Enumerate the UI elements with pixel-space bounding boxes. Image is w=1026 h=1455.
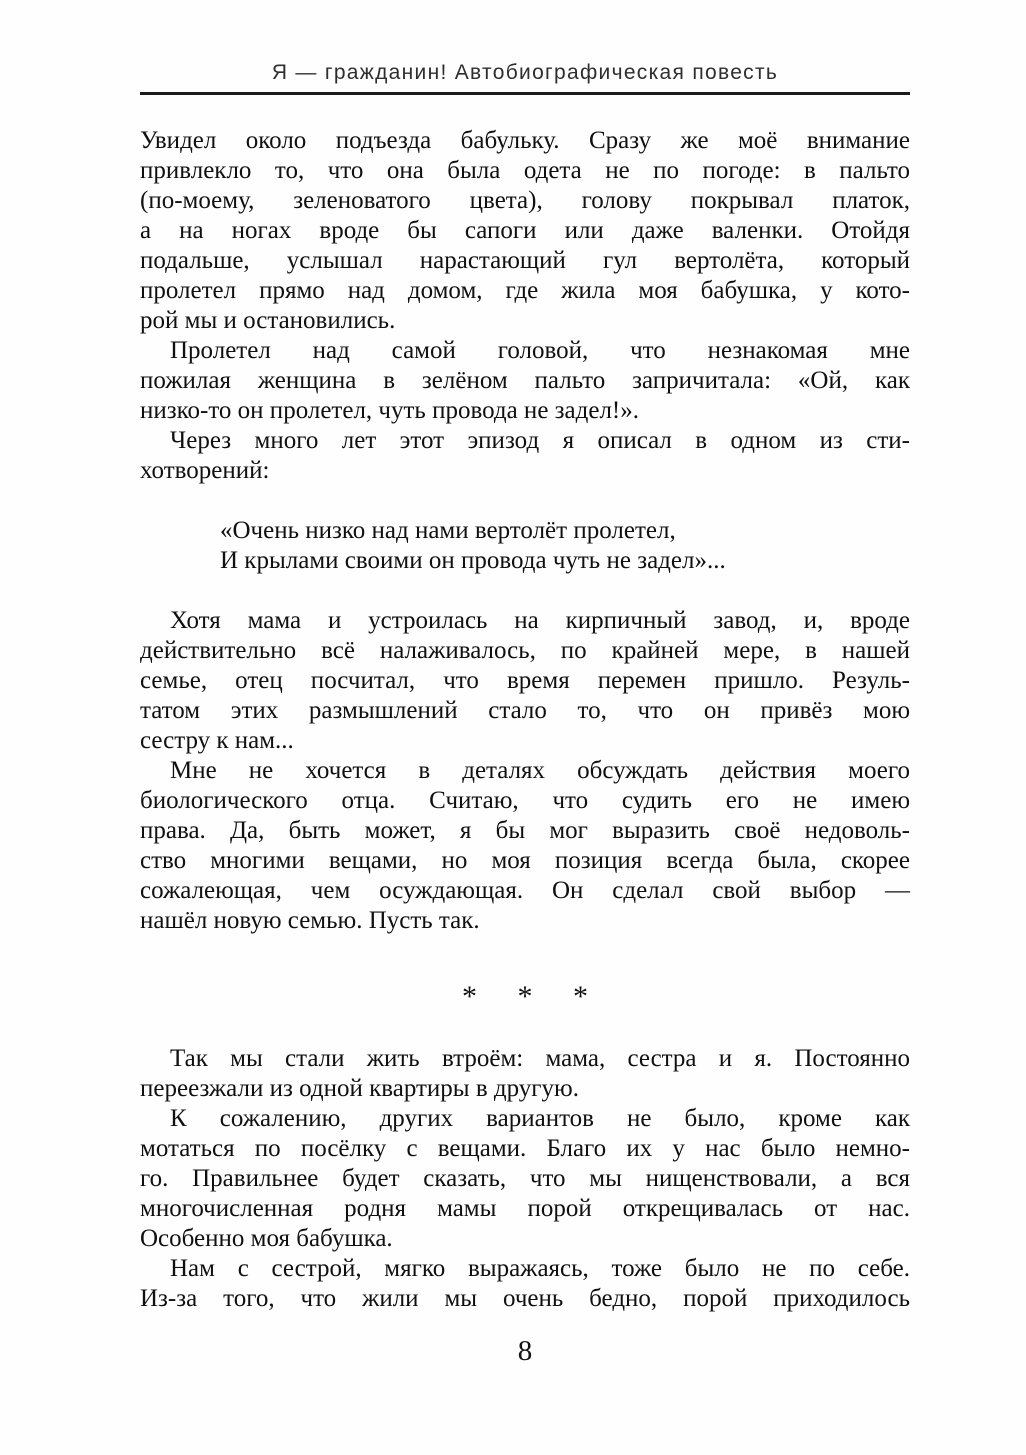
text-line: низко-то он пролетел, чуть провода не задел!». xyxy=(140,397,639,424)
paragraph xyxy=(140,606,910,756)
text-line: Увидел около подъезда бабульку. Сразу же моё внимание xyxy=(140,127,910,154)
text-line: Особенно моя бабушка. xyxy=(140,1225,393,1252)
paragraph xyxy=(140,426,910,486)
text-line: го. Правильнее будет сказать, что мы нищенствовали, а вся xyxy=(140,1165,910,1192)
text-line: Хотя мама и устроилась на кирпичный завод, и, вроде xyxy=(170,607,910,634)
text-line: переезжали из одной квартиры в другую. xyxy=(140,1075,579,1102)
text-line: «Очень низко над нами вертолёт пролетел, xyxy=(220,517,676,544)
text-line: пролетел прямо над домом, где жила моя бабушка, у кото- xyxy=(140,277,910,304)
paragraph xyxy=(140,336,910,426)
text-line: Мне не хочется в деталях обсуждать действия моего xyxy=(170,757,910,784)
text-line: рой мы и остановились. xyxy=(140,307,396,334)
text-line: биологического отца. Считаю, что судить его не имею xyxy=(140,787,910,814)
text-line: К сожалению, других вариантов не было, кроме как xyxy=(170,1105,910,1132)
text-line: пожилая женщина в зелёном пальто запричитала: «Ой, как xyxy=(140,367,910,394)
paragraph xyxy=(140,756,910,936)
paragraph xyxy=(140,126,910,336)
text-line: Через много лет этот эпизод я описал в одном из сти- xyxy=(170,427,910,454)
text-line: сестру к нам... xyxy=(140,727,294,754)
text-line: Пролетел над самой головой, что незнакомая мне xyxy=(170,337,910,364)
text-line: нашёл новую семью. Пусть так. xyxy=(140,907,480,934)
verse-quote xyxy=(220,516,910,576)
text-line: Так мы стали жить втроём: мама, сестра и я. Постоянно xyxy=(170,1045,910,1072)
text-line: привлекло то, что она была одета не по погоде: в пальто xyxy=(140,157,910,184)
text-block xyxy=(140,0,910,1368)
text-line: а на ногах вроде бы сапоги или даже валенки. Отойдя xyxy=(140,217,910,244)
text-line: И крылами своими он провода чуть не задел»... xyxy=(220,547,726,574)
text-line: многочисленная родня мамы порой открещивалась от нас. xyxy=(140,1195,910,1222)
text-line: мотаться по посёлку с вещами. Благо их у нас было немно- xyxy=(140,1135,910,1162)
text-body xyxy=(140,126,910,1314)
header-rule xyxy=(140,92,910,95)
text-line: семье, отец посчитал, что время перемен пришло. Резуль- xyxy=(140,667,910,694)
page-number: 8 xyxy=(517,1335,533,1367)
text-line: ство многими вещами, но моя позиция всегда была, скорее xyxy=(140,847,910,874)
text-line: сожалеющая, чем осуждающая. Он сделал свой выбор — xyxy=(140,877,910,904)
paragraph xyxy=(140,1104,910,1254)
text-line: подальше, услышал нарастающий гул вертолёта, который xyxy=(140,247,910,274)
text-line: (по-моему, зеленоватого цвета), голову покрывал платок, xyxy=(140,187,910,214)
text-line: права. Да, быть может, я бы мог выразить своё недоволь- xyxy=(140,817,910,844)
paragraph xyxy=(140,1044,910,1104)
section-separator: * * * xyxy=(462,980,588,1013)
running-header: Я — гражданин! Автобиографическая повесть xyxy=(271,61,779,84)
text-line: действительно всё налаживалось, по крайней мере, в нашей xyxy=(140,637,910,664)
text-line: хотворений: xyxy=(140,457,270,484)
text-line: татом этих размышлений стало то, что он привёз мою xyxy=(140,697,910,724)
paragraph xyxy=(140,1254,910,1314)
text-line: Нам с сестрой, мягко выражаясь, тоже было не по себе. xyxy=(170,1255,910,1282)
text-line: Из-за того, что жили мы очень бедно, порой приходилось xyxy=(140,1285,910,1312)
